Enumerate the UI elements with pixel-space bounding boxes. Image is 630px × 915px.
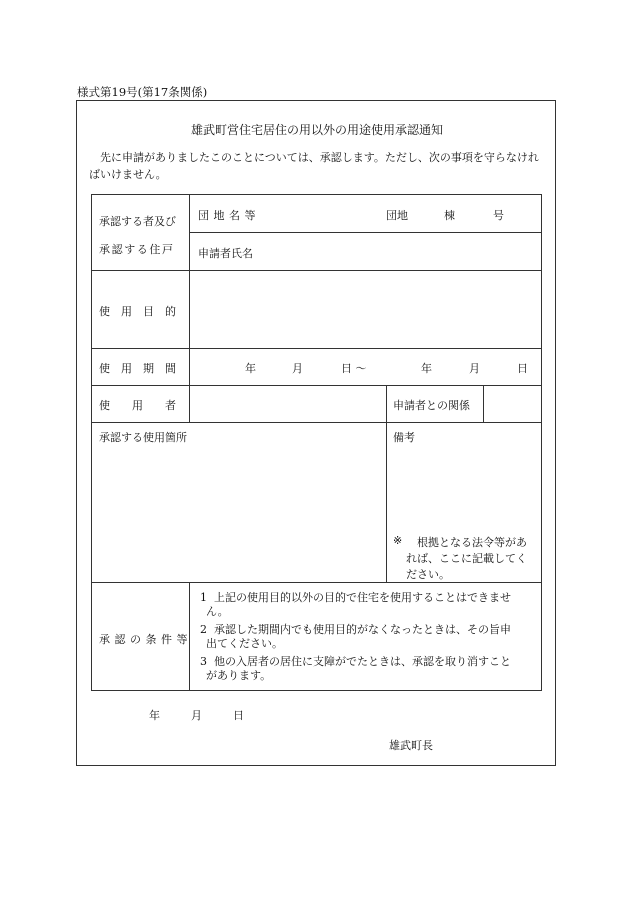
condition-text: 承認した期間内でも使用目的がなくなったときは、その旨申 — [214, 623, 511, 636]
row-divider — [92, 422, 541, 423]
relation-label: 申請者との関係 — [393, 399, 470, 412]
date-month: 月 — [191, 709, 202, 722]
approval-table — [91, 194, 542, 691]
period-start-day: 日 〜 — [341, 362, 367, 375]
conditions-list — [92, 587, 541, 687]
issuer-name: 雄武町長 — [389, 739, 433, 752]
row-divider — [92, 348, 541, 349]
period-end-year: 年 — [421, 362, 432, 375]
approved-label-line2: 承認する住戸 — [99, 243, 175, 256]
row-divider — [92, 582, 541, 583]
row-divider — [92, 270, 541, 271]
date-day: 日 — [233, 709, 244, 722]
condition-text-cont: ん。 — [206, 605, 229, 618]
condition-number: 3 — [200, 655, 207, 668]
purpose-label: 使 用 目 的 — [99, 305, 176, 318]
applicant-name-label: 申請者氏名 — [198, 247, 253, 260]
period-start-year: 年 — [245, 362, 256, 375]
condition-text-cont: 出てください。 — [206, 637, 283, 650]
period-end-day: 日 — [517, 362, 528, 375]
column-divider — [189, 195, 190, 422]
notice-frame — [76, 100, 556, 766]
row-divider — [92, 385, 541, 386]
condition-text-cont: があります。 — [206, 669, 272, 682]
location-label: 承認する使用箇所 — [99, 431, 187, 444]
period-label: 使 用 期 間 — [99, 362, 176, 375]
condition-item — [200, 655, 540, 683]
condition-text: 上記の使用目的以外の目的で住宅を使用することはできませ — [214, 591, 511, 604]
period-start-month: 月 — [292, 362, 303, 375]
column-divider — [386, 385, 387, 582]
row-divider — [189, 232, 541, 233]
condition-number: 2 — [200, 623, 207, 636]
remarks-note-line3: ださい。 — [406, 568, 450, 581]
condition-text: 他の入居者の居住に支障がでたときは、承認を取り消すこと — [214, 655, 511, 668]
remarks-label: 備考 — [393, 431, 415, 444]
date-year: 年 — [149, 709, 160, 722]
condition-item — [200, 591, 540, 619]
condition-item — [200, 623, 540, 651]
user-label: 使 用 者 — [99, 399, 176, 412]
column-divider — [483, 385, 484, 422]
room-unit: 号 — [493, 209, 504, 222]
form-number: 様式第19号(第17条関係) — [77, 85, 208, 99]
intro-text: 先に申請がありましたこのことについては、承認します。ただし、次の事項を守らなければいけません。 — [89, 151, 539, 181]
condition-number: 1 — [200, 591, 207, 604]
complex-unit: 団地 — [386, 209, 408, 222]
approved-label-line1: 承認する者及び — [99, 215, 176, 228]
remarks-note-line2: れば、ここに記載してく — [406, 552, 527, 565]
document-title: 雄武町営住宅居住の用以外の用途使用承認通知 — [190, 123, 443, 137]
issue-date — [149, 707, 244, 723]
conditions-label: 承 認 の 条 件 等 — [99, 633, 188, 646]
period-end-month: 月 — [469, 362, 480, 375]
remarks-note-mark: ※ — [393, 534, 403, 547]
complex-name-label: 団 地 名 等 — [198, 209, 256, 222]
building-unit: 棟 — [444, 209, 455, 222]
remarks-note-line1: 根拠となる法令等があ — [417, 536, 527, 549]
